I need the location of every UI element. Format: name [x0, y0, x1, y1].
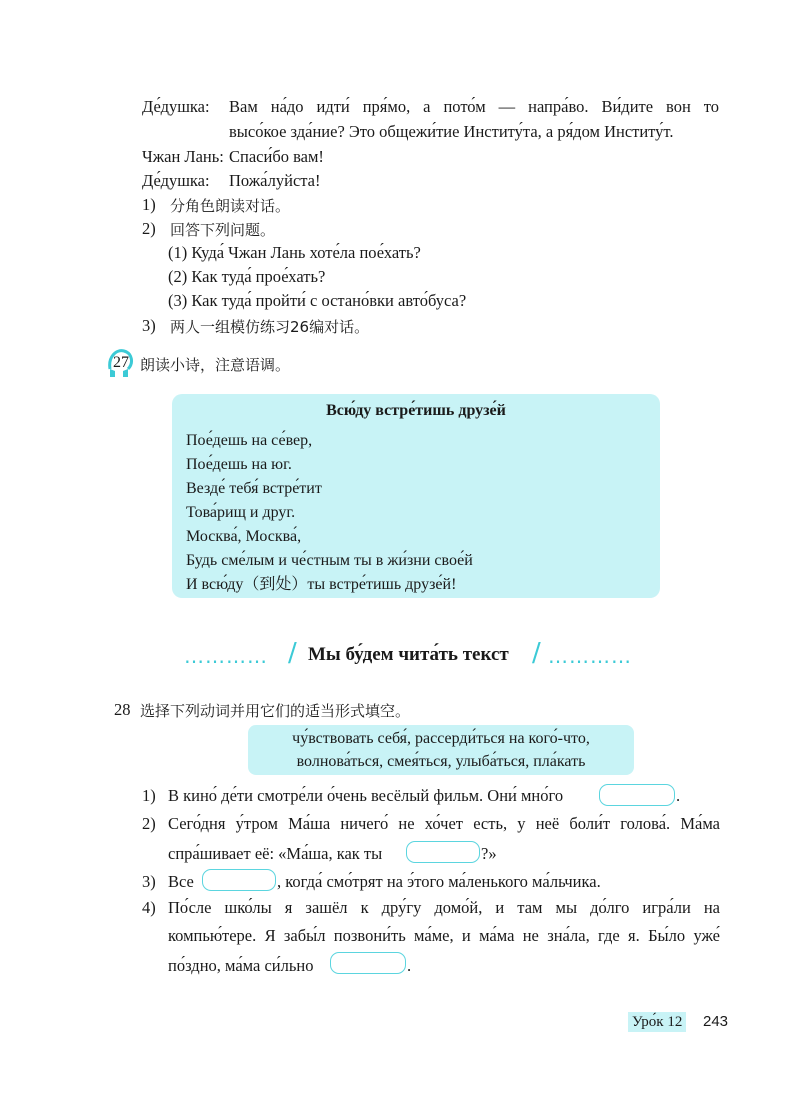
sentence-2-end: ?» [481, 844, 497, 863]
lesson-label: Уро́к 12 [632, 1014, 683, 1030]
task-number: 1) [142, 195, 156, 214]
dialogue-line-2: высо́кое зда́ние? Это общежи́тие Институ́та, а ря́дом Институ́т. [229, 122, 674, 141]
poem-line: Това́рищ и друг. [186, 504, 296, 521]
dots-left: ………… [184, 644, 268, 668]
dialogue-line-3: Спаси́бо вам! [229, 147, 324, 166]
poem-line: Пое́дешь на юг. [186, 456, 292, 473]
exercise-27-number: 27 [113, 354, 129, 371]
question-1: (1) Куда́ Чжан Лань хоте́ла пое́хать? [168, 243, 421, 262]
sentence-number: 3) [142, 872, 156, 891]
page-number: 243 [703, 1013, 729, 1030]
slash-left: / [288, 638, 297, 668]
poem-line: Москва́, Москва́, [186, 528, 302, 545]
exercise-28-number: 28 [114, 700, 131, 719]
dialogue-speaker-1: Де́душка: [142, 97, 210, 116]
word-bank-line-1: чу́вствовать себя́, рассерди́ться на кого́-что, [292, 730, 590, 747]
section-header [180, 638, 650, 672]
sentence-1-text: В кино́ де́ти смотре́ли о́чень весёлый фильм. Они́ мно́го [168, 786, 564, 805]
word-bank [248, 725, 634, 775]
task-number: 2) [142, 219, 156, 238]
dialogue-speaker-2: Чжан Лань: [142, 147, 224, 166]
task-number: 3) [142, 316, 156, 335]
task-text: 两人一组模仿练习26编对话。 [170, 318, 370, 336]
word-bank-line-2: волнова́ться, смея́ться, улыба́ться, пла́кать [296, 753, 586, 770]
sentence-2-text-cont: спра́шивает её: «Ма́ша, как ты [168, 844, 383, 863]
task-text: 回答下列问题。 [170, 221, 276, 239]
exercise-28-instruction: 选择下列动词并用它们的适当形式填空。 [140, 702, 411, 720]
poem-line: Будь сме́лым и че́стным ты в жи́зни свое́й [186, 552, 473, 569]
sentence-4-end: . [407, 956, 412, 975]
dialogue-line-1: Вам на́до идти́ пря́мо, а пото́м — напра́во. Ви́дите вон то [229, 97, 719, 116]
sentence-2-text: Сего́дня у́тром Ма́ша ничего́ не хо́чет есть, у неё боли́т голова́. Ма́ма [168, 814, 720, 833]
sentence-4-text: По́сле шко́лы я зашёл к дру́гу домо́й, и там мы до́лго игра́ли на [168, 898, 720, 917]
poem-line: И всю́ду（到处）ты встре́тишь друзе́й! [186, 576, 457, 593]
question-3: (3) Как туда́ пройти́ с остано́вки авто́буса? [168, 291, 467, 310]
sentence-3-text: Все [168, 872, 194, 891]
task-text: 分角色朗读对话。 [170, 197, 291, 215]
poem-line: Пое́дешь на се́вер, [186, 432, 313, 449]
exercise-27-instruction: 朗读小诗，注意语调。 [140, 356, 291, 374]
poem-title: Всю́ду встре́тишь друзе́й [326, 402, 506, 419]
answer-blank-4[interactable] [330, 952, 406, 974]
dots-right: ………… [548, 644, 632, 668]
dialogue-speaker-3: Де́душка: [142, 171, 210, 190]
sentence-number: 1) [142, 786, 156, 805]
sentence-4-text-cont2: по́здно, ма́ма си́льно [168, 956, 314, 975]
poem-line: Везде́ тебя́ встре́тит [186, 480, 322, 497]
section-title: Мы бу́дем чита́ть текст [308, 644, 509, 665]
answer-blank-2[interactable] [406, 841, 480, 863]
answer-blank-1[interactable] [599, 784, 675, 806]
slash-right: / [532, 638, 541, 668]
sentence-number: 2) [142, 814, 156, 833]
sentence-3-end: , когда́ смо́трят на э́того ма́ленького ма́льчика. [277, 872, 601, 891]
answer-blank-3[interactable] [202, 869, 276, 891]
poem-box [172, 394, 660, 598]
sentence-4-text-cont: компью́тере. Я забы́л позвони́ть ма́ме, и ма́ма не зна́ла, где я. Бы́ло уже́ [168, 926, 720, 945]
dialogue-line-4: Пожа́луйста! [229, 171, 321, 190]
sentence-number: 4) [142, 898, 156, 917]
question-2: (2) Как туда́ прое́хать? [168, 267, 326, 286]
sentence-1-end: . [676, 786, 681, 805]
